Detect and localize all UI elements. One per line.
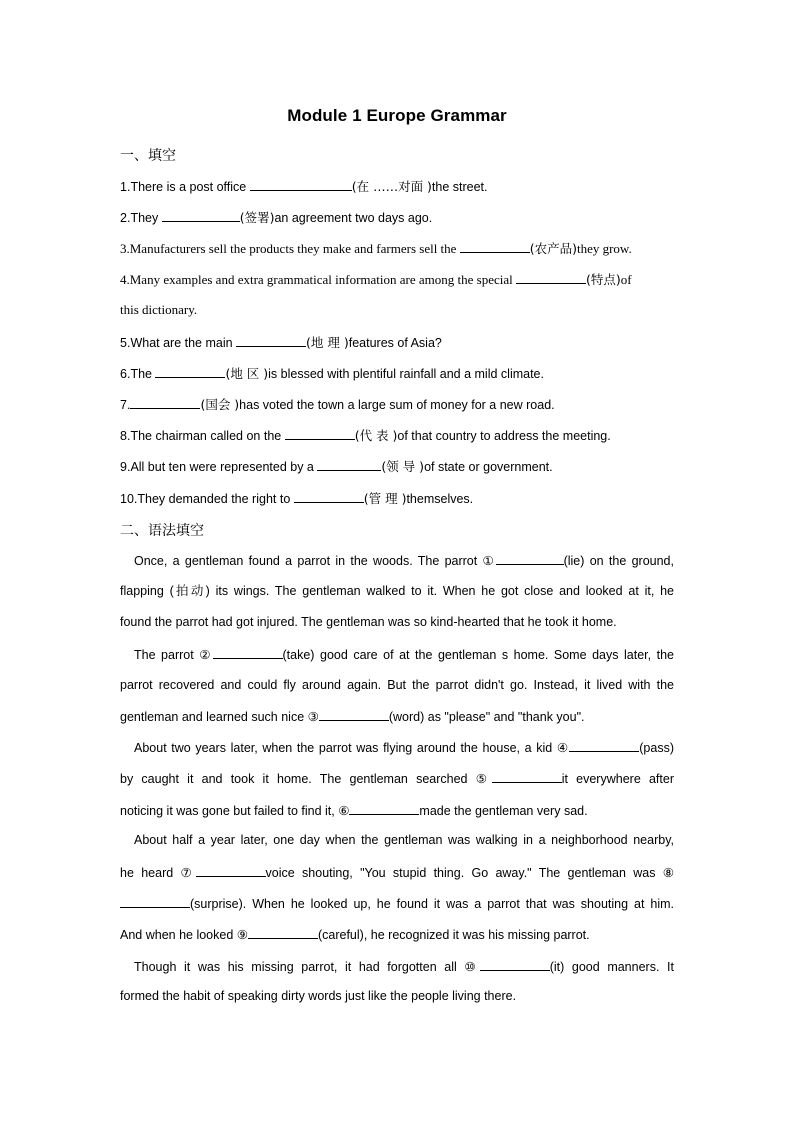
answer-blank-6[interactable] bbox=[349, 802, 419, 815]
passage-line: gentleman and learned such nice ③ (word) as "please" and "thank you". bbox=[120, 710, 585, 724]
passage-line: About half a year later, one day when the gentleman was walking in a neighborhood nearby, bbox=[134, 833, 674, 847]
answer-blank[interactable] bbox=[516, 271, 586, 284]
fill-item-5: 5.What are the main (地 理 )features of Asia? bbox=[120, 335, 442, 350]
answer-blank-3[interactable] bbox=[319, 708, 389, 721]
fill-item-10: 10.They demanded the right to (管 理 )themselves. bbox=[120, 491, 474, 506]
passage-line: he heard ⑦ voice shouting, "You stupid thing. Go away." The gentleman was ⑧ bbox=[120, 866, 674, 880]
fill-item-4-continued: this dictionary. bbox=[120, 302, 198, 317]
fill-item-7: 7. (国会 )has voted the town a large sum of money for a new road. bbox=[120, 397, 555, 412]
answer-blank[interactable] bbox=[236, 334, 306, 347]
answer-blank-8[interactable] bbox=[120, 895, 190, 908]
passage-line: found the parrot had got injured. The gentleman was so kind-hearted that he took it home. bbox=[120, 615, 617, 629]
passage-line: formed the habit of speaking dirty words just like the people living there. bbox=[120, 989, 517, 1003]
answer-blank[interactable] bbox=[317, 458, 381, 471]
answer-blank-9[interactable] bbox=[248, 926, 318, 939]
answer-blank-1[interactable] bbox=[496, 552, 564, 565]
passage-line: Though it was his missing parrot, it had forgotten all ⑩ (it) good manners. It bbox=[134, 960, 674, 974]
answer-blank-10[interactable] bbox=[480, 958, 550, 971]
fill-item-4: 4.Many examples and extra grammatical information are among the special (特点)of bbox=[120, 272, 632, 287]
fill-item-2: 2.They (签署)an agreement two days ago. bbox=[120, 210, 433, 225]
section-heading-grammar-cloze: 二、语法填空 bbox=[120, 523, 204, 539]
passage-line: Once, a gentleman found a parrot in the woods. The parrot ① (lie) on the ground, bbox=[134, 554, 674, 568]
answer-blank[interactable] bbox=[285, 427, 355, 440]
answer-blank-7[interactable] bbox=[196, 864, 266, 877]
passage-line: (surprise). When he looked up, he found it was a parrot that was shouting at him. bbox=[120, 895, 674, 912]
answer-blank[interactable] bbox=[460, 240, 530, 253]
passage-line: The parrot ② (take) good care of at the gentleman s home. Some days later, the bbox=[134, 648, 674, 662]
passage-line: noticing it was gone but failed to find it, ⑥ made the gentleman very sad. bbox=[120, 804, 588, 818]
answer-blank[interactable] bbox=[155, 365, 225, 378]
passage-line: And when he looked ⑨ (careful), he recognized it was his missing parrot. bbox=[120, 928, 590, 942]
page-title: Module 1 Europe Grammar bbox=[287, 106, 507, 125]
passage-line: flapping (拍动) its wings. The gentleman walked to it. When he got close and looked at it, he bbox=[120, 584, 674, 598]
answer-blank-4[interactable] bbox=[569, 739, 639, 752]
fill-item-6: 6.The (地 区 )is blessed with plentiful rainfall and a mild climate. bbox=[120, 366, 544, 381]
fill-item-8: 8.The chairman called on the (代 表 )of that country to address the meeting. bbox=[120, 428, 611, 443]
answer-blank[interactable] bbox=[294, 490, 364, 503]
answer-blank[interactable] bbox=[162, 209, 240, 222]
fill-item-1: 1.There is a post office (在 ……对面 )the street. bbox=[120, 179, 488, 194]
answer-blank[interactable] bbox=[250, 178, 352, 191]
fill-item-9: 9.All but ten were represented by a (领 导 )of state or government. bbox=[120, 459, 553, 474]
answer-blank-2[interactable] bbox=[213, 646, 283, 659]
fill-item-3: 3.Manufacturers sell the products they make and farmers sell the (农产品)they grow. bbox=[120, 241, 632, 256]
section-heading-fill-blank: 一、填空 bbox=[120, 148, 176, 164]
answer-blank-5[interactable] bbox=[492, 770, 562, 783]
passage-line: About two years later, when the parrot was flying around the house, a kid ④ (pass) bbox=[134, 741, 674, 755]
passage-line: by caught it and took it home. The gentleman searched ⑤ it everywhere after bbox=[120, 772, 674, 786]
passage-line: parrot recovered and could fly around again. But the parrot didn't go. Instead, it lived with the bbox=[120, 678, 674, 692]
answer-blank[interactable] bbox=[130, 396, 200, 409]
